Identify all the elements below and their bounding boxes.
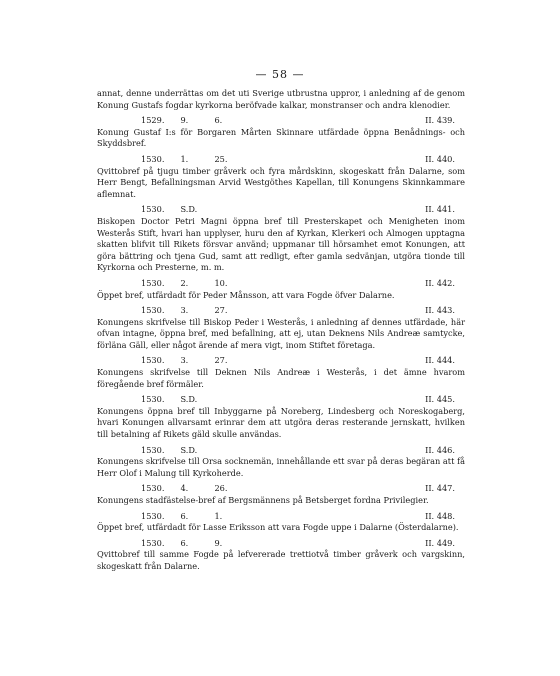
entry-dateline bbox=[97, 538, 465, 550]
document-body bbox=[97, 88, 465, 573]
entry-date-month: S.D. bbox=[180, 444, 198, 455]
entry-date-day: 9. bbox=[214, 537, 223, 548]
entry-dateline bbox=[97, 154, 465, 166]
entry bbox=[97, 355, 465, 390]
entry-date bbox=[141, 483, 232, 495]
entry-text: Konungens skrifvelse till Orsa socknemän, innehållande ett svar på deras begäran att få Herr Olof i Malung till Kyrkoherde. bbox=[97, 456, 465, 478]
entry-dateline bbox=[97, 115, 465, 127]
entry bbox=[97, 394, 465, 440]
entry-date-year: 1530. bbox=[141, 537, 165, 548]
entry-date bbox=[141, 305, 232, 317]
entry-reference: II. 446. bbox=[425, 444, 455, 455]
entry-date-day: 10. bbox=[214, 277, 228, 288]
entry-date-year: 1530. bbox=[141, 204, 165, 215]
entry bbox=[97, 538, 465, 573]
entry-text: Konungens öppna bref till Inbyggarne på Noreberg, Lindesberg och Noreskogaberg, hvari Konungen allvarsamt erinrar dem att utgöra deras resterande jernskatt, hvilken till betalning af Rikets gäld skulle användas. bbox=[97, 405, 465, 440]
entry-reference: II. 439. bbox=[425, 115, 455, 126]
entry-date-day bbox=[214, 445, 232, 457]
entry bbox=[97, 305, 465, 351]
entry-dateline bbox=[97, 445, 465, 457]
entry-date bbox=[141, 445, 232, 457]
entry-date-day: 27. bbox=[214, 305, 228, 316]
entry-date bbox=[141, 204, 232, 216]
entry-date-year: 1530. bbox=[141, 305, 165, 316]
entry-date-day bbox=[214, 204, 232, 216]
entry-date-day: 6. bbox=[214, 115, 223, 126]
entry-date-year: 1530. bbox=[141, 483, 165, 494]
entry-dateline bbox=[97, 305, 465, 317]
entry-reference: II. 447. bbox=[425, 483, 455, 494]
entry-text: Biskopen Doctor Petri Magni öppna bref till Presterskapet och Menigheten inom Westerås Stift, hvari han upplyser, huru den af Kyrkan, Klerkeri och Almogen upptagna skatten blifvit till Rikets försvar använd; uppmanar till hörsamhet emot Konungen, att göra bättring och tjena Gud, samt att redligt, efter gamla sedvänjan, utgöra tionde till Kyrkorna och Presterne, m. m. bbox=[97, 215, 465, 273]
entry bbox=[97, 115, 465, 150]
entry-date bbox=[141, 394, 232, 406]
entry bbox=[97, 483, 465, 506]
entry-reference: II. 442. bbox=[425, 277, 455, 288]
entry-dateline bbox=[97, 278, 465, 290]
entry-reference: II. 445. bbox=[425, 394, 455, 405]
entry-text: Öppet bref, utfärdadt för Peder Månsson, att vara Fogde öfver Dalarne. bbox=[97, 289, 395, 300]
entry-date-month: 3. bbox=[180, 305, 189, 316]
entry-date-day: 26. bbox=[214, 483, 228, 494]
entry-date-month: 1. bbox=[180, 153, 189, 164]
entry-dateline bbox=[97, 394, 465, 406]
entry-date-year: 1529. bbox=[141, 115, 165, 126]
entry-date-month: S.D. bbox=[180, 204, 198, 215]
entry-reference: II. 448. bbox=[425, 510, 455, 521]
entry-date-month: S.D. bbox=[180, 394, 198, 405]
entry bbox=[97, 278, 465, 301]
entry-date-year: 1530. bbox=[141, 355, 165, 366]
entry-date-year: 1530. bbox=[141, 394, 165, 405]
entry-date bbox=[141, 278, 232, 290]
entry-date bbox=[141, 154, 232, 166]
entry-reference: II. 443. bbox=[425, 305, 455, 316]
entry-date-year: 1530. bbox=[141, 510, 165, 521]
entry-date-year: 1530. bbox=[141, 153, 165, 164]
entry-dateline bbox=[97, 511, 465, 523]
entry-reference: II. 449. bbox=[425, 537, 455, 548]
entry-date-year: 1530. bbox=[141, 277, 165, 288]
entry-list bbox=[97, 115, 465, 572]
entry-text: Konung Gustaf I:s för Borgaren Mårten Skinnare utfärdade öppna Benådnings- och Skyddsbref. bbox=[97, 126, 465, 149]
entry-reference: II. 440. bbox=[425, 153, 455, 164]
entry-date-month: 2. bbox=[180, 277, 189, 288]
entry-text: Konungens stadfästelse-bref af Bergsmännens på Betsberget fordna Privilegier. bbox=[97, 495, 429, 505]
entry-text: Öppet bref, utfärdadt för Lasse Eriksson att vara Fogde uppe i Dalarne (Österdalarne). bbox=[97, 522, 459, 533]
entry-text: Konungens skrifvelse till Biskop Peder i Westerås, i anledning af dennes utfärdade, här ofvan intagne, öppna bref, med befallning, att ej, utan Deknens Nils Andreæ samtycke, förläna Gäll, eller något ärende af mera vigt, inom Stiftet företaga. bbox=[97, 316, 465, 350]
entry-date bbox=[141, 115, 232, 127]
entry-date-day: 1. bbox=[214, 510, 223, 521]
entry-date-day: 27. bbox=[214, 355, 228, 366]
entry-dateline bbox=[97, 355, 465, 367]
entry-date-month: 6. bbox=[180, 537, 189, 548]
entry-date-day: 25. bbox=[214, 153, 228, 164]
entry-date-month: 4. bbox=[180, 483, 189, 494]
entry-date-day bbox=[214, 394, 232, 406]
entry-text: Qvittobref till samme Fogde på lefvererade trettiotvå timber gråverk och vargskinn, skogeskatt från Dalarne. bbox=[97, 549, 465, 571]
entry bbox=[97, 204, 465, 274]
entry-dateline bbox=[97, 204, 465, 216]
entry-date-month: 3. bbox=[180, 355, 189, 366]
entry-date bbox=[141, 511, 232, 523]
opening-paragraph: annat, denne underrättas om det uti Sverige utbrustna uppror, i anledning af de genom Konung Gustafs fogdar kyrkorna beröfvade kalkar, monstranser och andra klenodier. bbox=[97, 88, 465, 110]
entry-dateline bbox=[97, 483, 465, 495]
entry-text: Qvittobref på tjugu timber gråverk och fyra mårdskinn, skogeskatt från Dalarne, som Herr Bengt, Befallningsman Arvid Westgöthes Kapellan, till Konungens Skinnkammare aflemnat. bbox=[97, 165, 465, 199]
entry-date-month: 9. bbox=[180, 115, 189, 126]
page-number: — 58 — bbox=[255, 68, 305, 81]
entry-date-month: 6. bbox=[180, 510, 189, 521]
entry bbox=[97, 154, 465, 200]
entry-reference: II. 441. bbox=[425, 204, 455, 215]
entry bbox=[97, 445, 465, 480]
entry-text: Konungens skrifvelse till Deknen Nils Andreæ i Westerås, i det ämne hvarom föregående bref förmäler. bbox=[97, 367, 465, 389]
entry-date bbox=[141, 538, 232, 550]
entry-reference: II. 444. bbox=[425, 355, 455, 366]
entry bbox=[97, 511, 465, 534]
entry-date-year: 1530. bbox=[141, 444, 165, 455]
entry-date bbox=[141, 355, 232, 367]
